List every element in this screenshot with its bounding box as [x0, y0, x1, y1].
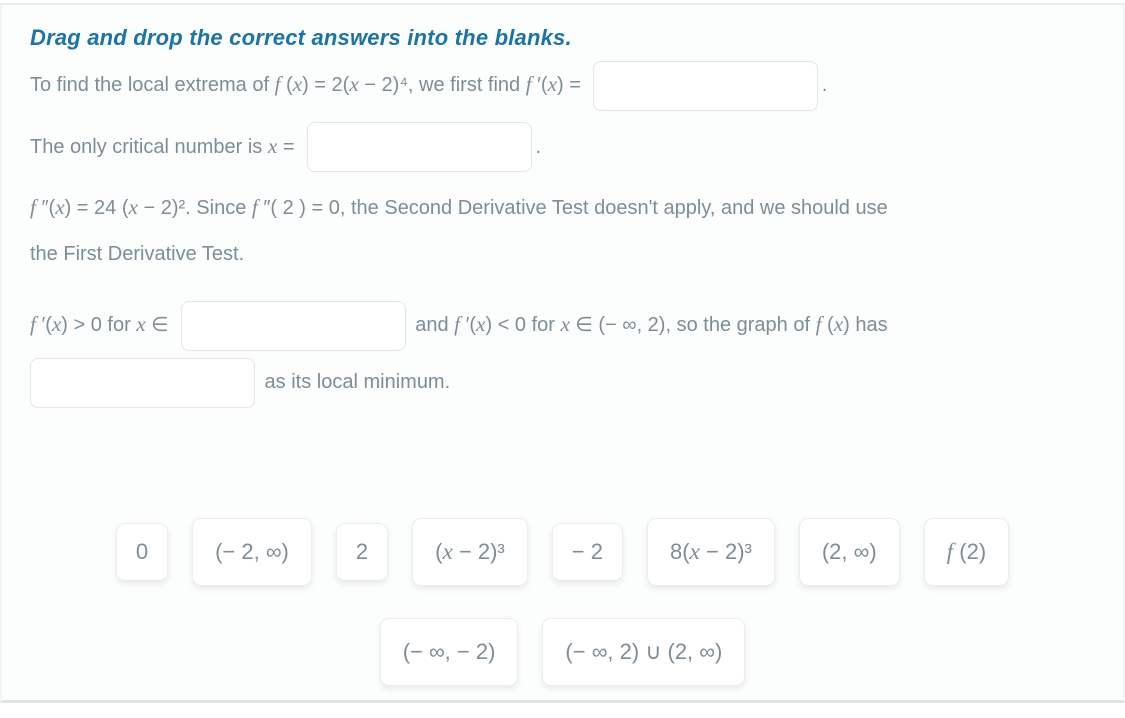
math-variable: x	[51, 312, 62, 337]
exercise-card	[0, 3, 1125, 703]
math-variable: x	[833, 312, 844, 337]
math-variable: x	[136, 312, 146, 337]
text-segment: has	[849, 314, 888, 337]
exercise-content	[2, 5, 1123, 686]
sentence-conclusion	[30, 357, 1095, 408]
answer-chips-row-1	[30, 518, 1095, 586]
blank-increasing-interval[interactable]	[181, 301, 406, 351]
text-segment: 2	[355, 538, 369, 564]
math-variable: x	[55, 195, 65, 220]
text-segment: . Since	[185, 197, 252, 220]
text-segment: ″( 2 ) = 0	[257, 197, 340, 220]
answer-chip-4[interactable]	[552, 523, 623, 581]
math-variable: f	[274, 72, 281, 96]
text-segment: ) = 2(	[302, 74, 350, 96]
math-variable: x	[560, 312, 570, 337]
text-segment: (	[280, 74, 293, 96]
blank-f-prime[interactable]	[593, 61, 818, 111]
text-segment: for	[101, 314, 137, 337]
math-variable: x	[689, 538, 700, 565]
math-variable: f	[30, 195, 36, 220]
answer-chip-7[interactable]	[924, 518, 1009, 586]
text-segment: (− ∞, 2) ∪ (2, ∞)	[565, 638, 723, 664]
text-segment: 8(	[669, 538, 690, 564]
text-segment: ′(	[460, 314, 477, 337]
text-segment: ) =	[557, 74, 581, 96]
text-segment: (2, ∞)	[821, 538, 877, 564]
math-variable: x	[267, 133, 278, 158]
text-segment: and	[409, 314, 455, 337]
sentence-find-derivative	[30, 59, 1095, 111]
text-segment: .	[535, 135, 542, 158]
text-segment: ) = 24 (	[64, 197, 129, 220]
text-segment: (2)	[953, 538, 987, 564]
text-segment: , so the graph of	[665, 314, 816, 337]
text-segment: , we first find	[407, 74, 526, 96]
text-segment: To find the local extrema of	[30, 74, 275, 96]
text-segment: =	[277, 135, 295, 158]
text-segment: (	[821, 314, 834, 337]
math-variable: f	[454, 312, 461, 337]
text-segment: (− 2, ∞)	[215, 538, 289, 564]
blank-local-minimum[interactable]	[30, 358, 255, 408]
text-segment: ∈ (− ∞, 2)	[569, 314, 666, 337]
math-variable: f	[946, 538, 954, 565]
math-variable: x	[547, 72, 557, 96]
math-variable: x	[292, 72, 303, 96]
text-segment: as its local minimum.	[259, 371, 451, 394]
answer-chip-1[interactable]	[542, 618, 745, 686]
text-segment: − 2)²	[137, 197, 186, 220]
answer-chip-6[interactable]	[799, 518, 900, 586]
text-segment: ) < 0	[485, 314, 527, 337]
answer-chip-3[interactable]	[412, 518, 528, 586]
instructions-heading: Drag and drop the correct answers into the blanks.	[30, 25, 572, 50]
text-segment: 0	[135, 538, 149, 564]
text-segment: (	[435, 538, 443, 564]
text-segment: (− ∞, − 2)	[402, 638, 496, 664]
text-segment: − 2)⁴	[358, 74, 408, 96]
answer-chip-0[interactable]	[116, 523, 168, 581]
math-variable: f	[525, 72, 532, 96]
text-segment: ∈	[145, 314, 169, 337]
text-segment: )	[843, 314, 850, 337]
text-segment: ) > 0	[61, 314, 102, 337]
answer-chips-row-2	[30, 618, 1095, 686]
math-variable: f	[30, 312, 36, 337]
text-segment: ″(	[35, 197, 56, 220]
text-segment: ′(	[531, 74, 548, 96]
math-variable: x	[476, 312, 486, 337]
answer-chip-2[interactable]	[336, 523, 388, 581]
math-variable: x	[349, 72, 359, 96]
text-segment: − 2)³	[699, 538, 752, 564]
sentence-sign-analysis	[30, 299, 1095, 351]
blank-critical-number[interactable]	[307, 122, 532, 172]
answer-chip-1[interactable]	[192, 518, 312, 586]
text-segment: ′(	[35, 314, 52, 337]
answer-chip-5[interactable]	[647, 518, 775, 586]
text-segment: − 2	[571, 538, 603, 564]
text-segment: , the Second Derivative Test doesn't apply, and we should use	[339, 197, 888, 220]
math-variable: f	[815, 312, 822, 337]
text-segment: for	[526, 314, 561, 337]
sentence-second-derivative-test-line1	[30, 184, 1095, 231]
math-variable: f	[251, 195, 258, 220]
text-segment: − 2)³	[452, 538, 505, 564]
text-segment: .	[821, 74, 828, 96]
sentence-second-derivative-test-line2	[30, 231, 1095, 277]
math-variable: x	[442, 538, 453, 565]
sentence-critical-number	[30, 121, 1095, 173]
text-segment: The only critical number is	[30, 135, 268, 158]
answer-chip-0[interactable]	[380, 618, 519, 686]
text-segment: the First Derivative Test.	[30, 243, 245, 266]
math-variable: x	[128, 195, 138, 220]
